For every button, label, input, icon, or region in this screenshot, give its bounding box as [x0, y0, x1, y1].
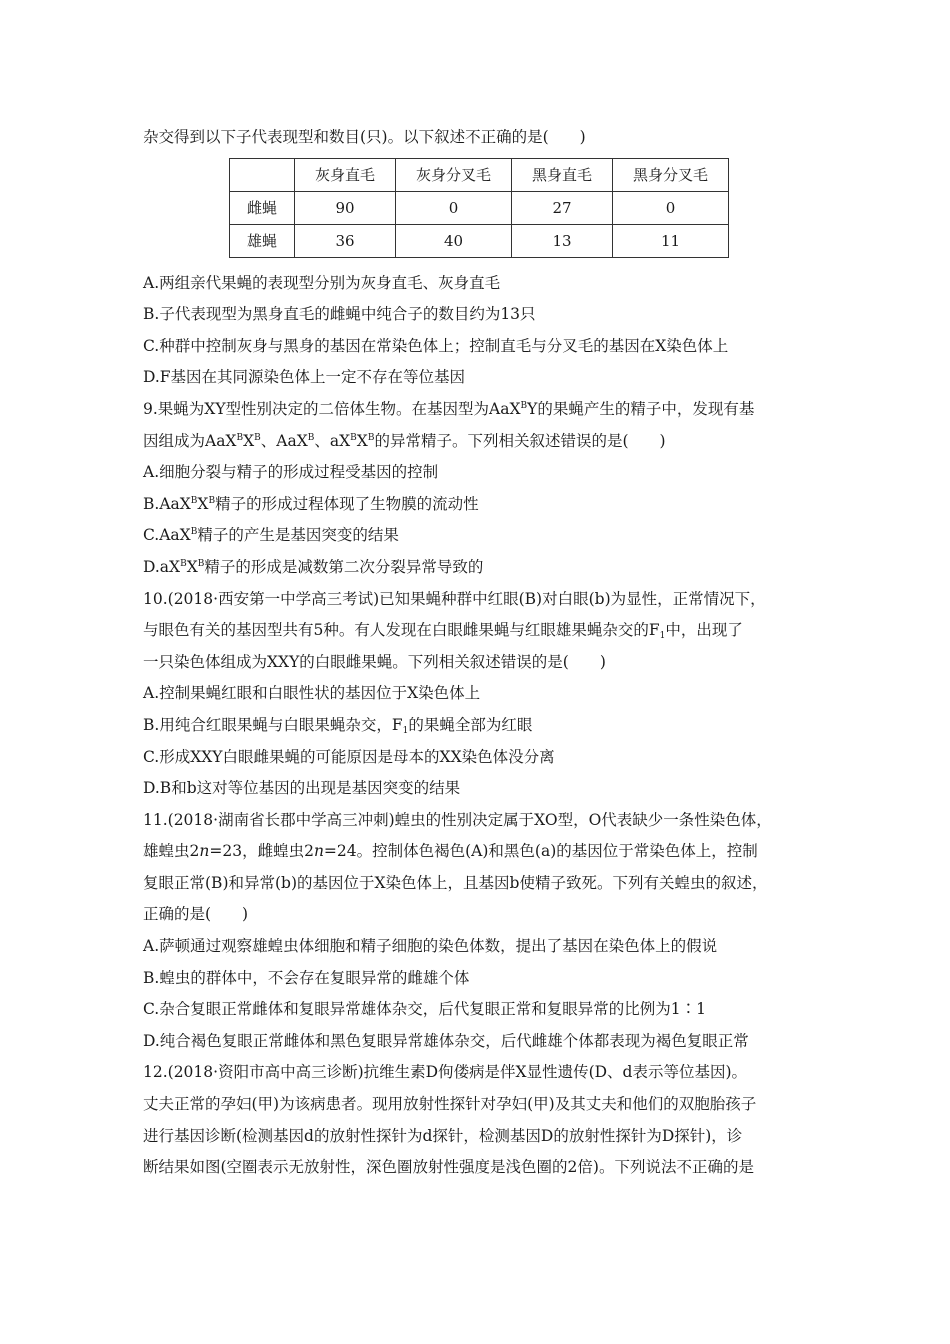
q11-option-a: A.萨顿通过观察雄蝗虫体细胞和精子细胞的染色体数，提出了基因在染色体上的假说: [143, 937, 718, 956]
table-header-cell: [230, 158, 295, 191]
q8-option-b: B.子代表现型为黑身直毛的雌蝇中纯合子的数目约为13只: [143, 305, 536, 324]
q8-stem-tail: 杂交得到以下子代表现型和数目(只)。以下叙述不正确的是( ): [143, 128, 586, 146]
q9-stem-line-2: 因组成为$AaX^BX^B$、AaX$^B$、$aX^BX^B$的异常精子。下列相关叙述错误的是( ): [143, 431, 666, 450]
q8-option-c: C.种群中控制灰身与黑身的基因在常染色体上；控制直毛与分叉毛的基因在X染色体上: [143, 336, 729, 355]
table-header-cell: 黑身直毛: [512, 158, 613, 191]
q12-stem-line-4: 断结果如图(空圈表示无放射性，深色圈放射性强度是浅色圈的2倍)。下列说法不正确的是: [143, 1158, 754, 1177]
table-header-cell: 灰身直毛: [295, 158, 396, 191]
table-cell: 90: [295, 191, 396, 224]
table-row: [230, 224, 729, 257]
table-cell: 雌蝇: [230, 191, 295, 224]
q9-stem-line-1: 9.果蝇为XY型性别决定的二倍体生物。在基因型为AaX$^B$Y的果蝇产生的精子中，发现有基: [143, 399, 755, 418]
q11-stem-line-3: 复眼正常(B)和异常(b)的基因位于X染色体上，且基因b使精子致死。下列有关蝗虫的叙述，: [143, 873, 768, 892]
offspring-table: [229, 158, 729, 258]
q10-option-d: D.B和b这对等位基因的出现是基因突变的结果: [143, 779, 461, 798]
document-page: [143, 122, 823, 1184]
q10-option-c: C.形成XXY白眼雌果蝇的可能原因是母本的XX染色体没分离: [143, 747, 555, 766]
q11-option-c: C.杂合复眼正常雌体和复眼异常雄体杂交，后代复眼正常和复眼异常的比例为1∶1: [143, 1000, 706, 1019]
q9-option-b: $B.AaX^BX^B$精子的形成过程体现了生物膜的流动性: [143, 494, 479, 513]
q12-stem-line-2: 丈夫正常的孕妇(甲)为该病患者。现用放射性探针对孕妇(甲)及其丈夫和他们的双胞胎孩子: [143, 1095, 757, 1114]
q10-option-b: B.用纯合红眼果蝇与白眼果蝇杂交，$F_1$的果蝇全部为红眼: [143, 715, 533, 736]
q10-stem-line-3: 一只染色体组成为XXY的白眼雌果蝇。下列相关叙述错误的是( ): [143, 652, 606, 671]
q9-option-c: C.AaX$^B$精子的产生是基因突变的结果: [143, 526, 399, 545]
q10-stem-line-2: 与眼色有关的基因型共有5种。有人发现在白眼雌果蝇与红眼雄果蝇杂交的$F_1$中，出现了: [143, 621, 743, 642]
q9-option-a: A.细胞分裂与精子的形成过程受基因的控制: [143, 463, 439, 482]
q9-option-d: $D.aX^BX^B$精子的形成是减数第二次分裂异常导致的: [143, 557, 484, 576]
q8-option-d: D.F基因在其同源染色体上一定不存在等位基因: [143, 368, 466, 387]
table-cell: 36: [295, 224, 396, 257]
q8-option-a: A.两组亲代果蝇的表现型分别为灰身直毛、灰身直毛: [143, 273, 501, 292]
q11-stem-line-2: 雄蝗虫2n=23，雌蝗虫2n=24。控制体色褐色(A)和黑色(a)的基因位于常染色体上，控制: [143, 842, 758, 861]
table-header-cell: 黑身分叉毛: [613, 158, 729, 191]
table-row: [230, 191, 729, 224]
table-cell: 0: [396, 191, 512, 224]
table-cell: 40: [396, 224, 512, 257]
q11-stem-line-4: 正确的是( ): [143, 905, 249, 924]
table-cell: 0: [613, 191, 729, 224]
q11-stem-line-1: 11.(2018·湖南省长郡中学高三冲刺)蝗虫的性别决定属于XO型，O代表缺少一条性染色体，: [143, 810, 772, 829]
table-header-row: [230, 158, 729, 191]
q10-stem-line-1: 10.(2018·西安第一中学高三考试)已知果蝇种群中红眼(B)对白眼(b)为显性，正常情况下，: [143, 589, 766, 608]
q11-option-b: B.蝗虫的群体中，不会存在复眼异常的雌雄个体: [143, 968, 470, 987]
table-header-cell: 灰身分叉毛: [396, 158, 512, 191]
q10-option-a: A.控制果蝇红眼和白眼性状的基因位于X染色体上: [143, 684, 481, 703]
q12-stem-line-1: 12.(2018·资阳市高中高三诊断)抗维生素D佝偻病是伴X显性遗传(D、d表示等位基因)。: [143, 1063, 748, 1082]
table-cell: 27: [512, 191, 613, 224]
table-cell: 雄蝇: [230, 224, 295, 257]
q11-option-d: D.纯合褐色复眼正常雌体和黑色复眼异常雄体杂交，后代雌雄个体都表现为褐色复眼正常: [143, 1031, 749, 1050]
q12-stem-line-3: 进行基因诊断(检测基因d的放射性探针为d探针，检测基因D的放射性探针为D探针)，诊: [143, 1126, 743, 1145]
table-cell: 11: [613, 224, 729, 257]
table-cell: 13: [512, 224, 613, 257]
